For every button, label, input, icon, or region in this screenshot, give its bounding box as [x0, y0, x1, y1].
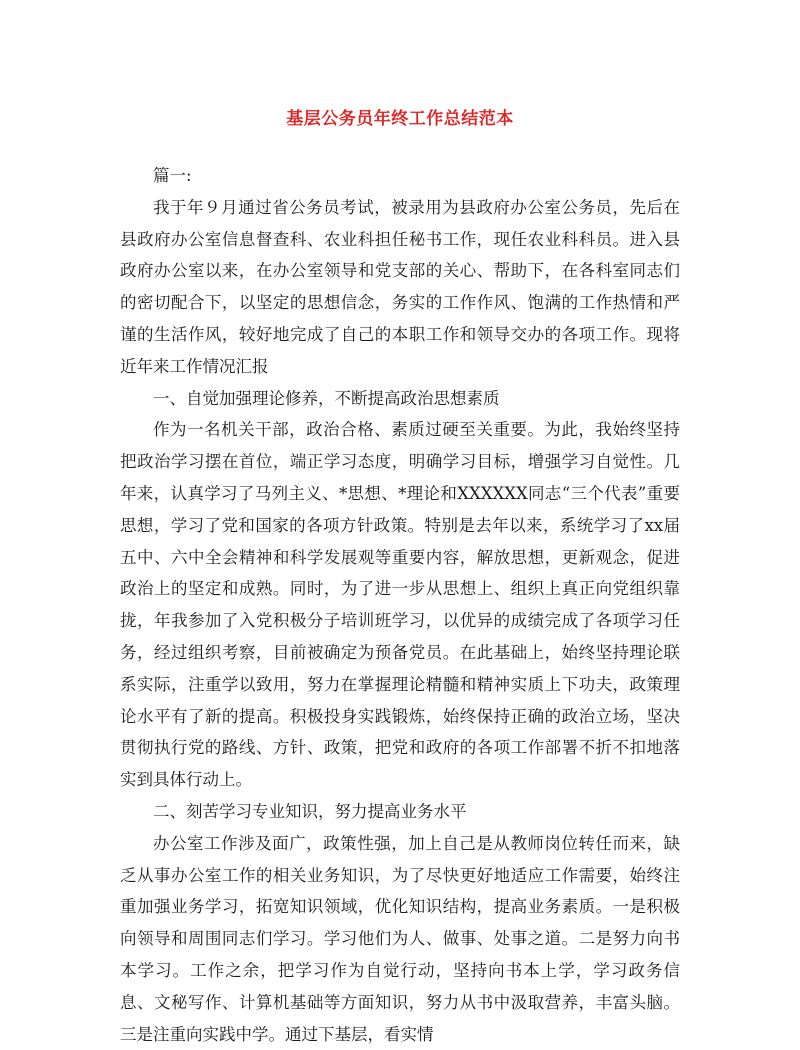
body-paragraph: 办公室工作涉及面广，政策性强，加上自己是从教师岗位转任而来，缺乏从事办公室工作的相关业务知识，为了尽快更好地适应工作需要，始终注重加强业务学习，拓宽知识领域，优化知识结构，提高业务素质。一是积极向领导和周围同志们学习。学习他们为人、做事、处事之道。二是努力向书本学习。工作之余，把学习作为自觉行动，坚持向书本上学，学习政务信息、文秘写作、计算机基础等方面知识，努力从书中汲取营养，丰富头脑。三是注重向实践中学。通过下基层，看实情: [120, 833, 680, 1044]
body-paragraph: 作为一名机关干部，政治合格、素质过硬至关重要。为此，我始终坚持把政治学习摆在首位，端正学习态度，明确学习目标，增强学习自觉性。几年来，认真学习了马列主义、*思想、*理论和XXXXXX同志“三个代表”重要思想，学习了党和国家的各项方针政策。特别是去年以来，系统学习了xx届五中、六中全会精神和科学发展观等重要内容，解放思想，更新观念，促进政治上的坚定和成熟。同时，为了进一步从思想上、组织上真正向党组织靠拢，年我参加了入党积极分子培训班学习，以优异的成绩完成了各项学习任务，经过组织考察，目前被确定为预备党员。在此基础上，始终坚持理论联系实际，注重学以致用，努力在掌握理论精髓和精神实质上下功夫，政策理论水平有了新的提高。积极投身实践锻炼，始终保持正确的政治立场，坚决贯彻执行党的路线、方针、政策，把党和政府的各项工作部署不折不扣地落实到具体行动上。: [120, 420, 680, 790]
section-heading: 二、刻苦学习专业知识，努力提高业务水平: [153, 801, 467, 821]
document-body: [120, 160, 680, 1050]
body-paragraph: 我于年９月通过省公务员考试，被录用为县政府办公室公务员，先后在县政府办公室信息督查科、农业科担任秘书工作，现任农业科科员。进入县政府办公室以来，在办公室领导和党支部的关心、帮助下，在各科室同志们的密切配合下，以坚定的思想信念，务实的工作作风、饱满的工作热情和严谨的生活作风，较好地完成了自己的本职工作和领导交办的各项工作。现将近年来工作情况汇报: [120, 197, 680, 376]
section-heading: 一、自觉加强理论修养，不断提高政治思想素质: [153, 388, 500, 408]
document-title: 基层公务员年终工作总结范本: [286, 109, 514, 129]
section-label: 篇一:: [153, 166, 192, 185]
